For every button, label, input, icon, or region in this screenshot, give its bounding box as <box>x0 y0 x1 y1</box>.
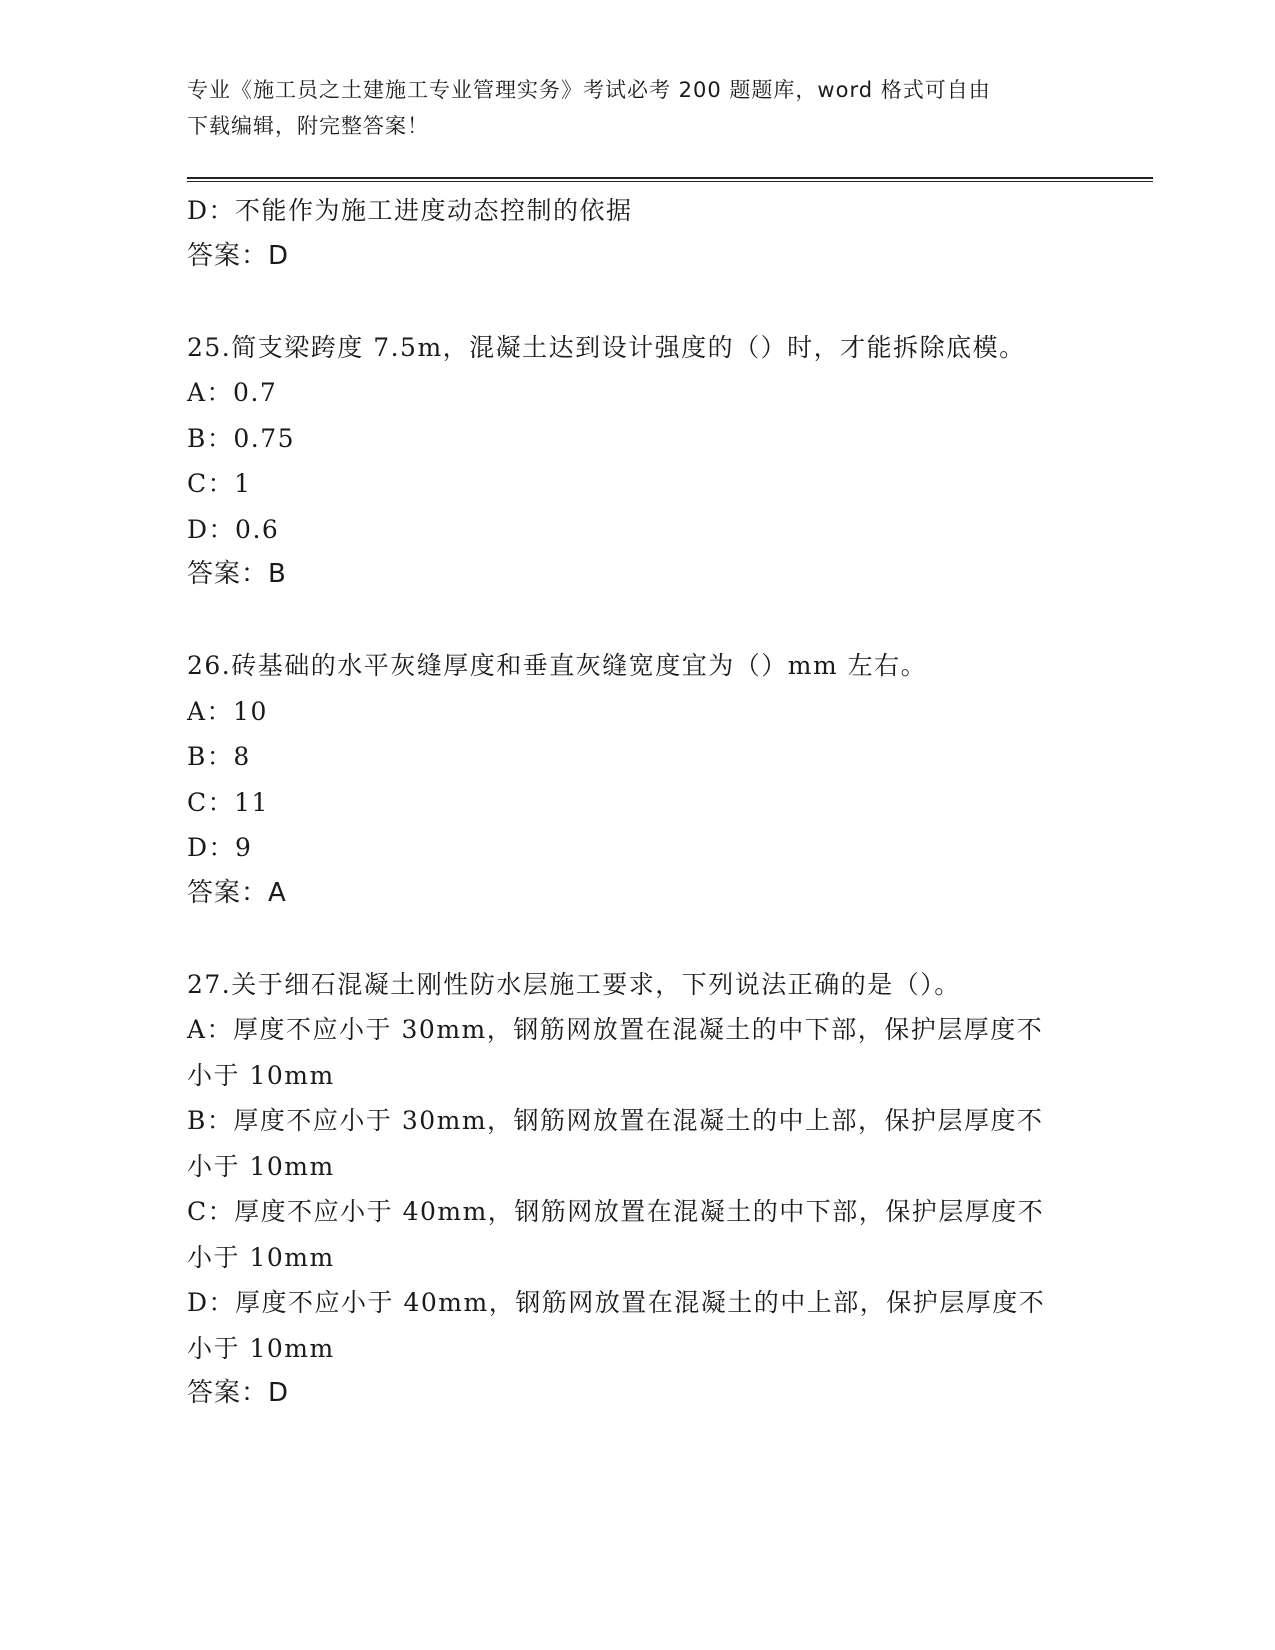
spacer <box>187 598 1087 644</box>
question-27 <box>187 962 1087 1417</box>
previous-question-tail <box>187 188 1087 279</box>
answer-line: 答案：A <box>187 877 287 908</box>
option-c: C：11 <box>187 787 269 817</box>
header-line-1: 专业《施工员之土建施工专业管理实务》考试必考 200 题题库，word 格式可自由 <box>187 78 991 102</box>
question-26 <box>187 643 1087 916</box>
option-b-line-2: 小于 10mm <box>187 1151 335 1181</box>
question-stem: 26.砖基础的水平灰缝厚度和垂直灰缝宽度宜为（）mm 左右。 <box>187 651 928 680</box>
header-divider <box>187 177 1153 182</box>
option-c-line-2: 小于 10mm <box>187 1242 335 1272</box>
option-d-line-1: D：厚度不应小于 40mm，钢筋网放置在混凝土的中上部，保护层厚度不 <box>187 1288 1046 1317</box>
option-d-line-2: 小于 10mm <box>187 1333 335 1363</box>
option-d: D：0.6 <box>187 514 280 544</box>
option-b: B：8 <box>187 742 251 771</box>
answer-line: 答案：D <box>187 240 290 271</box>
answer-line: 答案：B <box>187 559 287 589</box>
spacer <box>187 916 1087 962</box>
option-d: D：9 <box>187 833 253 862</box>
question-content <box>187 188 1087 1417</box>
question-stem: 27.关于细石混凝土刚性防水层施工要求，下列说法正确的是（）。 <box>187 969 961 999</box>
document-header <box>187 72 1067 144</box>
option-a: A：10 <box>187 696 268 726</box>
option-d: D：不能作为施工进度动态控制的依据 <box>187 196 633 225</box>
answer-line: 答案：D <box>187 1378 290 1408</box>
header-line-2: 下载编辑，附完整答案！ <box>187 114 429 138</box>
question-25 <box>187 325 1087 598</box>
option-b-line-1: B：厚度不应小于 30mm，钢筋网放置在混凝土的中上部，保护层厚度不 <box>187 1106 1044 1135</box>
option-a-line-1: A：厚度不应小于 30mm，钢筋网放置在混凝土的中下部，保护层厚度不 <box>187 1015 1044 1044</box>
option-a-line-2: 小于 10mm <box>187 1060 335 1090</box>
question-stem: 25.简支梁跨度 7.5m，混凝土达到设计强度的（）时，才能拆除底模。 <box>187 332 1026 362</box>
spacer <box>187 279 1087 325</box>
option-c: C：1 <box>187 469 252 498</box>
option-a: A：0.7 <box>187 378 278 407</box>
option-b: B：0.75 <box>187 423 296 453</box>
option-c-line-1: C：厚度不应小于 40mm，钢筋网放置在混凝土的中下部，保护层厚度不 <box>187 1197 1045 1226</box>
